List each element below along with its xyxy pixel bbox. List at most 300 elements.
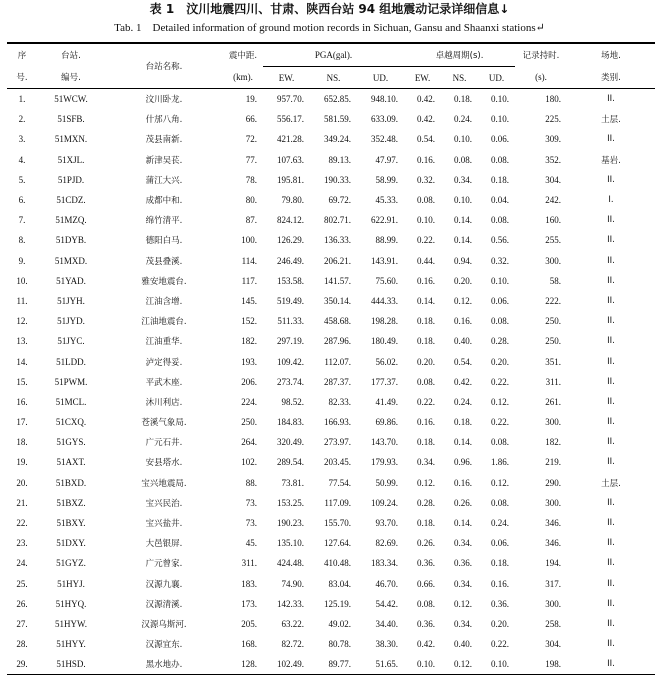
cell-pga-ud: 41.49. xyxy=(375,396,399,407)
cell-period-ud: 0.24. xyxy=(491,518,510,529)
header-period-ew: EW. xyxy=(404,67,441,89)
cell-seq: 25. xyxy=(16,578,28,589)
cell-pga-ew: 246.49. xyxy=(277,255,304,266)
cell-duration: 160. xyxy=(545,215,562,226)
cell-pga-ew: 73.81. xyxy=(281,477,304,488)
cell-duration: 219. xyxy=(545,457,562,468)
cell-duration: 290. xyxy=(545,477,562,488)
cell-distance: 206. xyxy=(241,376,257,387)
cell-pga-ns: 410.48. xyxy=(324,558,351,569)
header-distance-line1: 震中距. xyxy=(228,51,258,62)
cell-period-ew: 0.36. xyxy=(417,558,436,569)
table-row xyxy=(7,230,655,250)
cell-code: 51MCL. xyxy=(55,396,87,407)
cell-period-ud: 0.20. xyxy=(491,618,510,629)
cell-period-ew: 0.36. xyxy=(417,618,436,629)
cell-period-ew: 0.18. xyxy=(417,437,436,448)
cell-code: 51JYH. xyxy=(57,295,85,306)
cell-pga-ew: 320.49. xyxy=(277,437,304,448)
cell-distance: 117. xyxy=(241,275,257,286)
cell-pga-ud: 352.48. xyxy=(371,134,399,145)
cell-period-ew: 0.26. xyxy=(417,538,436,549)
cell-site: II. xyxy=(607,598,615,609)
cell-pga-ud: 51.65. xyxy=(375,659,399,670)
cell-seq: 24. xyxy=(16,558,28,569)
cell-code: 51HYQ. xyxy=(55,598,87,609)
cell-pga-ud: 109.24. xyxy=(371,497,399,508)
cell-period-ud: 0.18. xyxy=(491,174,510,185)
cell-pga-ew: 556.17. xyxy=(277,114,304,125)
cell-name: 什邡八角. xyxy=(145,115,183,126)
cell-period-ud: 0.10. xyxy=(491,275,510,286)
cell-pga-ew: 519.49. xyxy=(277,295,304,306)
cell-seq: 4. xyxy=(18,154,26,165)
cell-pga-ew: 79.80. xyxy=(281,195,304,206)
table-row xyxy=(7,493,655,513)
cell-distance: 311. xyxy=(241,558,257,569)
cell-distance: 128. xyxy=(241,659,257,670)
cell-duration: 250. xyxy=(545,316,562,327)
cell-pga-ud: 177.37. xyxy=(371,376,399,387)
cell-duration: 225. xyxy=(545,114,562,125)
cell-code: 51SFB. xyxy=(57,114,85,125)
cell-pga-ud: 179.93. xyxy=(371,457,399,468)
cell-period-ud: 0.56. xyxy=(491,235,510,246)
cell-period-ns: 0.10. xyxy=(454,195,473,206)
cell-site: II. xyxy=(607,336,615,347)
cell-pga-ew: 98.52. xyxy=(281,396,304,407)
cell-pga-ns: 125.19. xyxy=(324,598,351,609)
cell-pga-ew: 107.63. xyxy=(277,154,304,165)
cell-pga-ud: 34.40. xyxy=(375,618,399,629)
cell-period-ud: 0.22. xyxy=(491,417,510,428)
cell-pga-ud: 69.86. xyxy=(375,417,399,428)
table-row xyxy=(7,331,655,351)
cell-period-ns: 0.26. xyxy=(454,497,473,508)
cell-site: II. xyxy=(607,417,615,428)
cell-site: II. xyxy=(607,255,615,266)
cell-pga-ew: 421.28. xyxy=(277,134,304,145)
cell-code: 51AXT. xyxy=(56,457,86,468)
cell-pga-ew: 273.74. xyxy=(277,376,304,387)
cell-duration: 255. xyxy=(545,235,562,246)
cell-pga-ns: 77.54. xyxy=(328,477,351,488)
cell-pga-ew: 63.22. xyxy=(281,618,304,629)
header-pga-ud: UD. xyxy=(357,67,404,89)
cell-duration: 346. xyxy=(545,538,562,549)
cell-name: 汉源乌斯河. xyxy=(141,619,187,630)
cell-pga-ew: 424.48. xyxy=(277,558,304,569)
cell-code: 51HYW. xyxy=(55,618,87,629)
cell-site: II. xyxy=(607,376,615,387)
cell-period-ew: 0.08. xyxy=(417,598,436,609)
cell-site: II. xyxy=(607,316,615,327)
cell-period-ns: 0.18. xyxy=(454,417,473,428)
cell-period-ns: 0.14. xyxy=(454,437,473,448)
cell-site: II. xyxy=(607,396,615,407)
cell-site: II. xyxy=(607,538,615,549)
cell-site: II. xyxy=(607,518,615,529)
cell-period-ns: 0.20. xyxy=(454,275,473,286)
table-row xyxy=(7,190,655,210)
header-period-ns: NS. xyxy=(441,67,478,89)
table-row xyxy=(7,251,655,271)
table-row xyxy=(7,654,655,675)
cell-distance: 78. xyxy=(245,174,257,185)
cell-duration: 351. xyxy=(545,356,562,367)
cell-seq: 11. xyxy=(16,295,28,306)
cell-distance: 77. xyxy=(245,154,257,165)
cell-seq: 2. xyxy=(18,114,26,125)
cell-code: 51HYJ. xyxy=(57,578,85,589)
cell-period-ud: 0.32. xyxy=(491,255,510,266)
cell-period-ud: 0.08. xyxy=(491,154,510,165)
cell-duration: 300. xyxy=(545,255,562,266)
cell-period-ew: 0.08. xyxy=(417,376,436,387)
table-row xyxy=(7,109,655,129)
cell-seq: 6. xyxy=(18,195,26,206)
cell-pga-ns: 136.33. xyxy=(324,235,351,246)
cell-name: 江油地震台. xyxy=(141,317,187,328)
cell-seq: 19. xyxy=(16,457,28,468)
cell-period-ns: 0.34. xyxy=(454,538,473,549)
cell-period-ud: 0.08. xyxy=(491,316,510,327)
cell-site: II. xyxy=(607,94,615,105)
cell-name: 苍溪气象局. xyxy=(141,418,187,429)
cell-duration: 300. xyxy=(545,598,562,609)
cell-distance: 152. xyxy=(241,316,257,327)
cell-period-ns: 0.34. xyxy=(454,174,473,185)
table-row xyxy=(7,372,655,392)
cell-site: II. xyxy=(607,437,615,448)
cell-seq: 12. xyxy=(16,316,28,327)
cell-duration: 182. xyxy=(545,437,562,448)
cell-period-ud: 0.10. xyxy=(491,114,510,125)
cell-duration: 300. xyxy=(545,417,562,428)
header-site-line2: 类别. xyxy=(567,67,655,89)
cell-period-ud: 0.36. xyxy=(491,598,510,609)
cell-period-ud: 0.06. xyxy=(491,295,510,306)
header-distance-line2: (km). xyxy=(223,67,263,89)
cell-pga-ud: 50.99. xyxy=(375,477,399,488)
cell-site: II. xyxy=(607,174,615,185)
cell-distance: 88. xyxy=(245,477,257,488)
cell-name: 广元石井. xyxy=(145,438,183,449)
cell-pga-ns: 206.21. xyxy=(324,255,351,266)
cell-duration: 58. xyxy=(549,275,562,286)
cell-period-ew: 0.16. xyxy=(417,417,436,428)
cell-seq: 20. xyxy=(16,477,28,488)
cell-period-ew: 0.18. xyxy=(417,518,436,529)
header-code-line2: 编号. xyxy=(37,67,105,89)
cell-name: 成都中和. xyxy=(145,196,183,207)
cell-period-ud: 0.22. xyxy=(491,376,510,387)
header-pga-group: PGA(gal). xyxy=(263,43,404,67)
cell-site: II. xyxy=(607,275,615,286)
header-pga-ns: NS. xyxy=(310,67,357,89)
cell-pga-ns: 203.45. xyxy=(324,457,351,468)
cell-code: 51PWM. xyxy=(54,376,88,387)
cell-duration: 317. xyxy=(545,578,562,589)
cell-pga-ns: 581.59. xyxy=(324,114,351,125)
cell-pga-ew: 195.81. xyxy=(277,174,304,185)
cell-seq: 28. xyxy=(16,639,28,650)
cell-period-ew: 0.10. xyxy=(417,659,436,670)
cell-pga-ns: 802.71. xyxy=(324,215,351,226)
cell-period-ew: 0.44. xyxy=(417,255,436,266)
table-row xyxy=(7,473,655,493)
cell-period-ud: 0.10. xyxy=(491,94,510,105)
table-caption-english: Tab. 1 Detailed information of ground motion records in Sichuan, Gansu and Shaanxi stations↵ xyxy=(114,22,545,34)
cell-name: 汉源九襄. xyxy=(145,579,183,590)
cell-seq: 26. xyxy=(16,598,28,609)
cell-pga-ns: 112.07. xyxy=(324,356,351,367)
cell-pga-ud: 180.49. xyxy=(371,336,399,347)
cell-site: II. xyxy=(607,134,615,145)
cell-period-ew: 0.08. xyxy=(417,195,436,206)
cell-period-ew: 0.66. xyxy=(417,578,436,589)
cell-period-ns: 0.12. xyxy=(454,598,473,609)
cell-site: II. xyxy=(607,295,615,306)
cell-period-ns: 0.10. xyxy=(454,134,473,145)
cell-duration: 261. xyxy=(545,396,562,407)
cell-period-ew: 0.22. xyxy=(417,396,436,407)
cell-site: II. xyxy=(607,618,615,629)
cell-duration: 311. xyxy=(545,376,562,387)
table-row xyxy=(7,392,655,412)
cell-name: 汉源宜东. xyxy=(145,640,183,651)
cell-distance: 182. xyxy=(241,336,257,347)
cell-pga-ew: 190.23. xyxy=(277,518,304,529)
cell-name: 雅安地震台. xyxy=(141,276,187,287)
cell-pga-ns: 127.64. xyxy=(324,538,351,549)
cell-distance: 100. xyxy=(241,235,257,246)
cell-pga-ew: 289.54. xyxy=(277,457,304,468)
cell-pga-ud: 633.09. xyxy=(371,114,399,125)
cell-code: 51XJL. xyxy=(57,154,85,165)
cell-period-ew: 0.42. xyxy=(417,639,436,650)
cell-period-ew: 0.12. xyxy=(417,477,436,488)
cell-period-ew: 0.18. xyxy=(417,316,436,327)
table-row xyxy=(7,452,655,472)
cell-period-ud: 0.10. xyxy=(491,659,510,670)
cell-pga-ud: 47.97. xyxy=(375,154,399,165)
table-row xyxy=(7,351,655,371)
cell-pga-ns: 166.93. xyxy=(324,417,351,428)
cell-period-ns: 0.16. xyxy=(454,316,473,327)
cell-distance: 264. xyxy=(241,437,257,448)
cell-pga-ud: 46.70. xyxy=(375,578,399,589)
cell-period-ns: 0.24. xyxy=(454,396,473,407)
header-duration-line2: (s). xyxy=(515,67,567,89)
table-row xyxy=(7,89,655,110)
cell-period-ns: 0.40. xyxy=(454,336,473,347)
table-row xyxy=(7,412,655,432)
cell-code: 51PJD. xyxy=(57,174,85,185)
cell-period-ns: 0.34. xyxy=(454,618,473,629)
cell-name: 江油含增. xyxy=(145,296,183,307)
cell-code: 51HSD. xyxy=(56,659,86,670)
cell-code: 51HYY. xyxy=(56,639,86,650)
cell-distance: 168. xyxy=(241,639,257,650)
cell-name: 沐川利店. xyxy=(145,397,183,408)
cell-distance: 193. xyxy=(241,356,257,367)
cell-pga-ns: 652.85. xyxy=(324,94,351,105)
cell-period-ew: 0.34. xyxy=(417,457,436,468)
cell-name: 绵竹清平. xyxy=(145,216,183,227)
header-code-line1: 台站. xyxy=(61,51,81,62)
cell-period-ud: 1.86. xyxy=(491,457,510,468)
cell-duration: 258. xyxy=(545,618,562,629)
cell-pga-ns: 69.72. xyxy=(328,195,351,206)
cell-period-ew: 0.32. xyxy=(417,174,436,185)
table-row xyxy=(7,271,655,291)
cell-name: 江油重华. xyxy=(145,337,183,348)
cell-period-ns: 0.18. xyxy=(454,94,473,105)
cell-site: II. xyxy=(607,659,615,670)
cell-site: I. xyxy=(608,195,614,206)
cell-pga-ud: 54.42. xyxy=(375,598,399,609)
cell-seq: 22. xyxy=(16,518,28,529)
cell-seq: 13. xyxy=(16,336,28,347)
cell-code: 51YAD. xyxy=(56,275,86,286)
cell-seq: 17. xyxy=(16,417,28,428)
cell-pga-ew: 74.90. xyxy=(281,578,304,589)
cell-period-ew: 0.42. xyxy=(417,94,436,105)
header-pga-ew: EW. xyxy=(263,67,310,89)
cell-pga-ew: 511.33. xyxy=(277,316,304,327)
cell-code: 51JYC. xyxy=(57,336,85,347)
header-site-line1: 场地. xyxy=(601,51,621,62)
cell-period-ns: 0.96. xyxy=(454,457,473,468)
cell-pga-ns: 287.96. xyxy=(324,336,351,347)
cell-name: 茂县南新. xyxy=(145,135,183,146)
cell-site: 基岩. xyxy=(601,155,621,166)
cell-distance: 72. xyxy=(245,134,257,145)
cell-seq: 23. xyxy=(16,538,28,549)
cell-period-ew: 0.18. xyxy=(417,336,436,347)
cell-duration: 242. xyxy=(545,195,562,206)
cell-period-ew: 0.42. xyxy=(417,114,436,125)
cell-period-ns: 0.42. xyxy=(454,376,473,387)
cell-period-ud: 0.16. xyxy=(491,578,510,589)
cell-period-ns: 0.54. xyxy=(454,356,473,367)
cell-pga-ew: 82.72. xyxy=(281,639,304,650)
cell-site: II. xyxy=(607,215,615,226)
cell-pga-ns: 49.02. xyxy=(328,618,351,629)
cell-code: 51JYD. xyxy=(57,316,85,327)
cell-pga-ud: 58.99. xyxy=(375,174,399,185)
cell-name: 宝兴盐井. xyxy=(145,519,183,530)
cell-name: 安县塔水. xyxy=(145,458,183,469)
cell-distance: 19. xyxy=(245,94,257,105)
cell-pga-ew: 126.29. xyxy=(277,235,304,246)
table-row xyxy=(7,170,655,190)
cell-code: 51DXY. xyxy=(56,538,86,549)
cell-pga-ns: 82.33. xyxy=(328,396,351,407)
cell-distance: 102. xyxy=(241,457,257,468)
cell-seq: 5. xyxy=(18,174,26,185)
cell-code: 51GYZ. xyxy=(56,558,86,569)
cell-pga-ud: 88.99. xyxy=(375,235,399,246)
table-row xyxy=(7,614,655,634)
cell-code: 51LDD. xyxy=(56,356,86,367)
header-period-ud: UD. xyxy=(478,67,515,89)
cell-site: 土层. xyxy=(601,115,621,126)
cell-period-ud: 0.08. xyxy=(491,215,510,226)
cell-seq: 3. xyxy=(18,134,26,145)
cell-pga-ew: 184.83. xyxy=(277,417,304,428)
cell-period-ns: 0.14. xyxy=(454,518,473,529)
cell-name: 茂县叠溪. xyxy=(145,256,183,267)
cell-pga-ew: 142.33. xyxy=(277,598,304,609)
header-period-group: 卓越周期(s). xyxy=(404,43,515,67)
cell-pga-ud: 93.70. xyxy=(375,518,399,529)
cell-seq: 7. xyxy=(18,215,26,226)
cell-duration: 346. xyxy=(545,518,562,529)
cell-distance: 173. xyxy=(241,598,257,609)
cell-pga-ud: 948.10. xyxy=(371,94,399,105)
cell-code: 51MXN. xyxy=(54,134,88,145)
cell-distance: 45. xyxy=(245,538,257,549)
cell-seq: 18. xyxy=(16,437,28,448)
cell-pga-ud: 56.02. xyxy=(375,356,399,367)
cell-code: 51BXD. xyxy=(55,477,87,488)
header-duration-line1: 记录持时. xyxy=(522,51,560,62)
cell-distance: 145. xyxy=(241,295,257,306)
cell-code: 51WCW. xyxy=(54,94,88,105)
cell-period-ns: 0.08. xyxy=(454,154,473,165)
cell-pga-ns: 458.68. xyxy=(324,316,351,327)
cell-duration: 194. xyxy=(545,558,562,569)
cell-name: 汉源清溪. xyxy=(145,599,183,610)
cell-distance: 80. xyxy=(245,195,257,206)
cell-distance: 205. xyxy=(241,618,257,629)
cell-period-ns: 0.12. xyxy=(454,295,473,306)
cell-distance: 224. xyxy=(241,396,257,407)
cell-period-ns: 0.12. xyxy=(454,659,473,670)
cell-period-ns: 0.14. xyxy=(454,215,473,226)
cell-duration: 304. xyxy=(545,174,562,185)
table-row xyxy=(7,432,655,452)
cell-duration: 250. xyxy=(545,336,562,347)
cell-period-ud: 0.22. xyxy=(491,639,510,650)
cell-pga-ew: 135.10. xyxy=(277,538,304,549)
cell-pga-ew: 153.25. xyxy=(277,497,304,508)
cell-pga-ud: 622.91. xyxy=(371,215,399,226)
cell-pga-ud: 45.33. xyxy=(375,195,399,206)
cell-period-ns: 0.34. xyxy=(454,578,473,589)
cell-duration: 222. xyxy=(545,295,562,306)
cell-code: 51CXQ. xyxy=(55,417,87,428)
cell-name: 宝兴民治. xyxy=(145,498,183,509)
cell-distance: 87. xyxy=(245,215,257,226)
ground-motion-records-table xyxy=(7,42,655,675)
cell-period-ud: 0.08. xyxy=(491,497,510,508)
cell-pga-ew: 824.12. xyxy=(277,215,304,226)
cell-pga-ud: 183.34. xyxy=(371,558,399,569)
cell-code: 51CDZ. xyxy=(56,195,86,206)
cell-seq: 16. xyxy=(16,396,28,407)
cell-name: 汶川卧龙. xyxy=(145,95,183,106)
cell-period-ew: 0.16. xyxy=(417,275,436,286)
cell-pga-ud: 75.60. xyxy=(375,275,399,286)
cell-site: 土层. xyxy=(601,478,621,489)
table-row xyxy=(7,533,655,553)
cell-pga-ew: 297.19. xyxy=(277,336,304,347)
cell-distance: 73. xyxy=(245,518,257,529)
cell-pga-ns: 80.78. xyxy=(328,639,351,650)
